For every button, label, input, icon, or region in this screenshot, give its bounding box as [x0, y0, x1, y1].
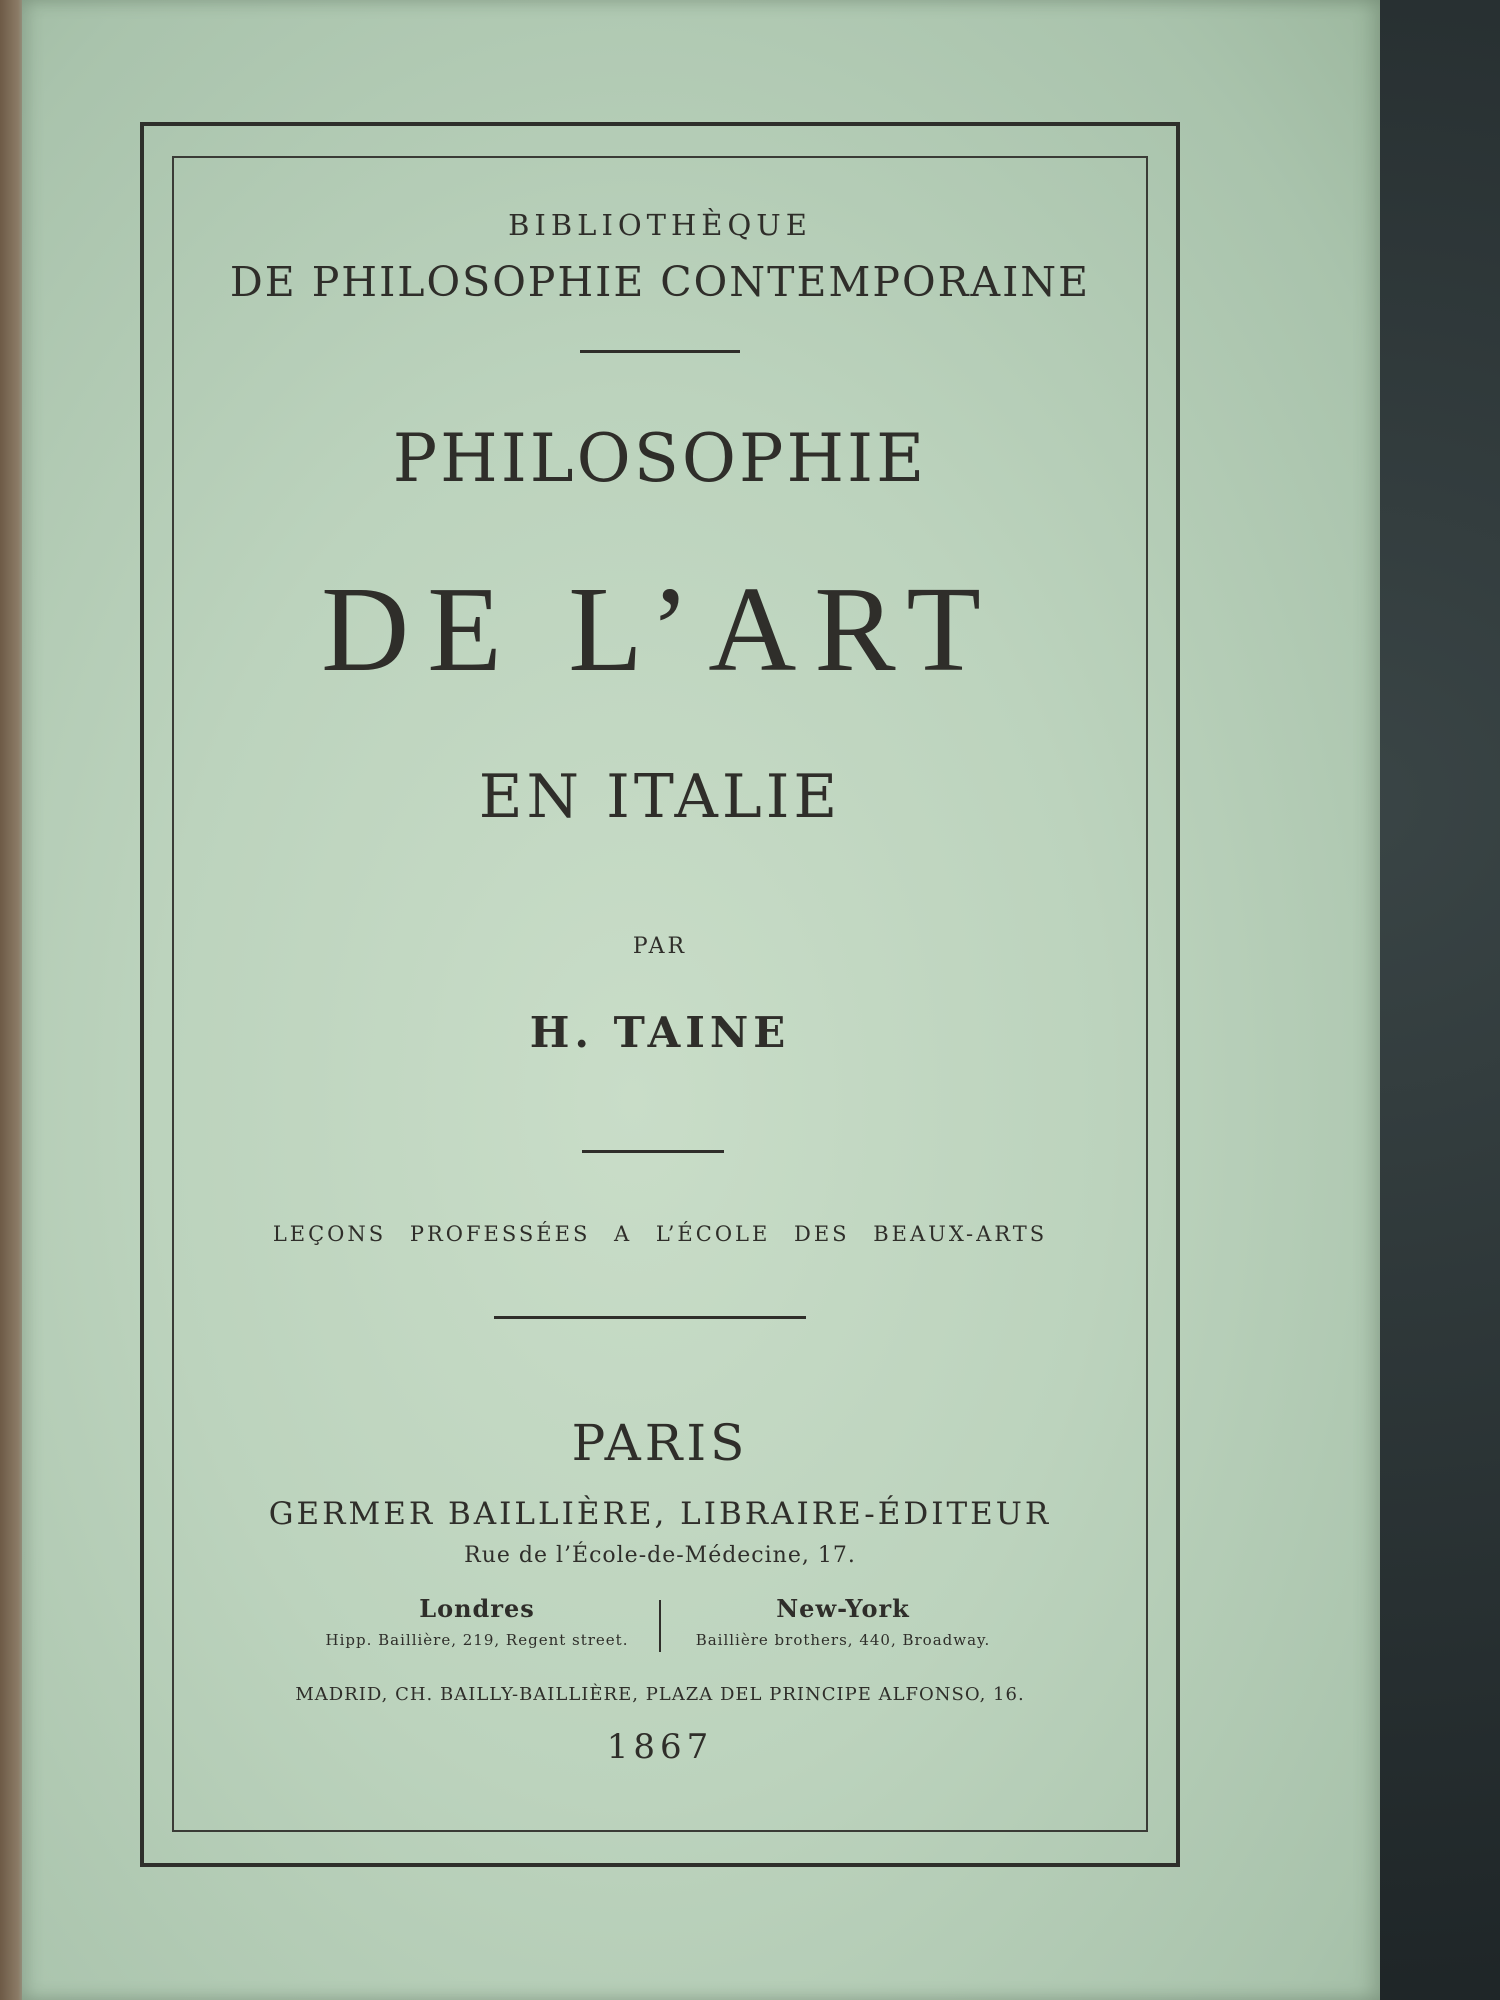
byline-par: PAR	[632, 934, 688, 959]
imprint-year: 1867	[606, 1727, 714, 1767]
branch-new-york	[683, 1594, 1003, 1668]
imprint-publisher: GERMER BAILLIÈRE, LIBRAIRE-ÉDITEUR	[268, 1496, 1052, 1532]
title-line-2: DE L’ART	[321, 562, 999, 697]
branch-new-york-address: Baillière brothers, 440, Broadway.	[695, 1631, 991, 1649]
imprint-madrid: MADRID, CH. BAILLY-BAILLIÈRE, PLAZA DEL PRINCIPE ALFONSO, 16.	[295, 1684, 1025, 1705]
subtitle-lecons: LEÇONS PROFESSÉES A L’ÉCOLE DES BEAUX-ARTS	[272, 1222, 1048, 1246]
imprint-branches	[290, 1594, 1030, 1668]
title-line-3: EN ITALIE	[478, 762, 842, 832]
branch-london-address: Hipp. Baillière, 219, Regent street.	[325, 1631, 629, 1649]
imprint-city: PARIS	[571, 1414, 749, 1472]
branch-divider	[659, 1600, 661, 1652]
divider-rule-top	[580, 350, 740, 353]
series-line-2: DE PHILOSOPHIE CONTEMPORAINE	[229, 258, 1091, 306]
divider-rule-lower	[494, 1316, 806, 1319]
branch-new-york-city: New-York	[776, 1594, 910, 1623]
divider-rule-middle	[582, 1150, 724, 1153]
inner-border-frame	[172, 156, 1148, 1832]
imprint-address: Rue de l’École-de-Médecine, 17.	[464, 1543, 856, 1568]
title-line-1: PHILOSOPHIE	[392, 420, 928, 497]
branch-london	[317, 1594, 637, 1668]
branch-london-city: Londres	[419, 1594, 535, 1623]
series-line-1: BIBLIOTHÈQUE	[508, 208, 812, 242]
author-name: H. TAINE	[529, 1008, 791, 1057]
